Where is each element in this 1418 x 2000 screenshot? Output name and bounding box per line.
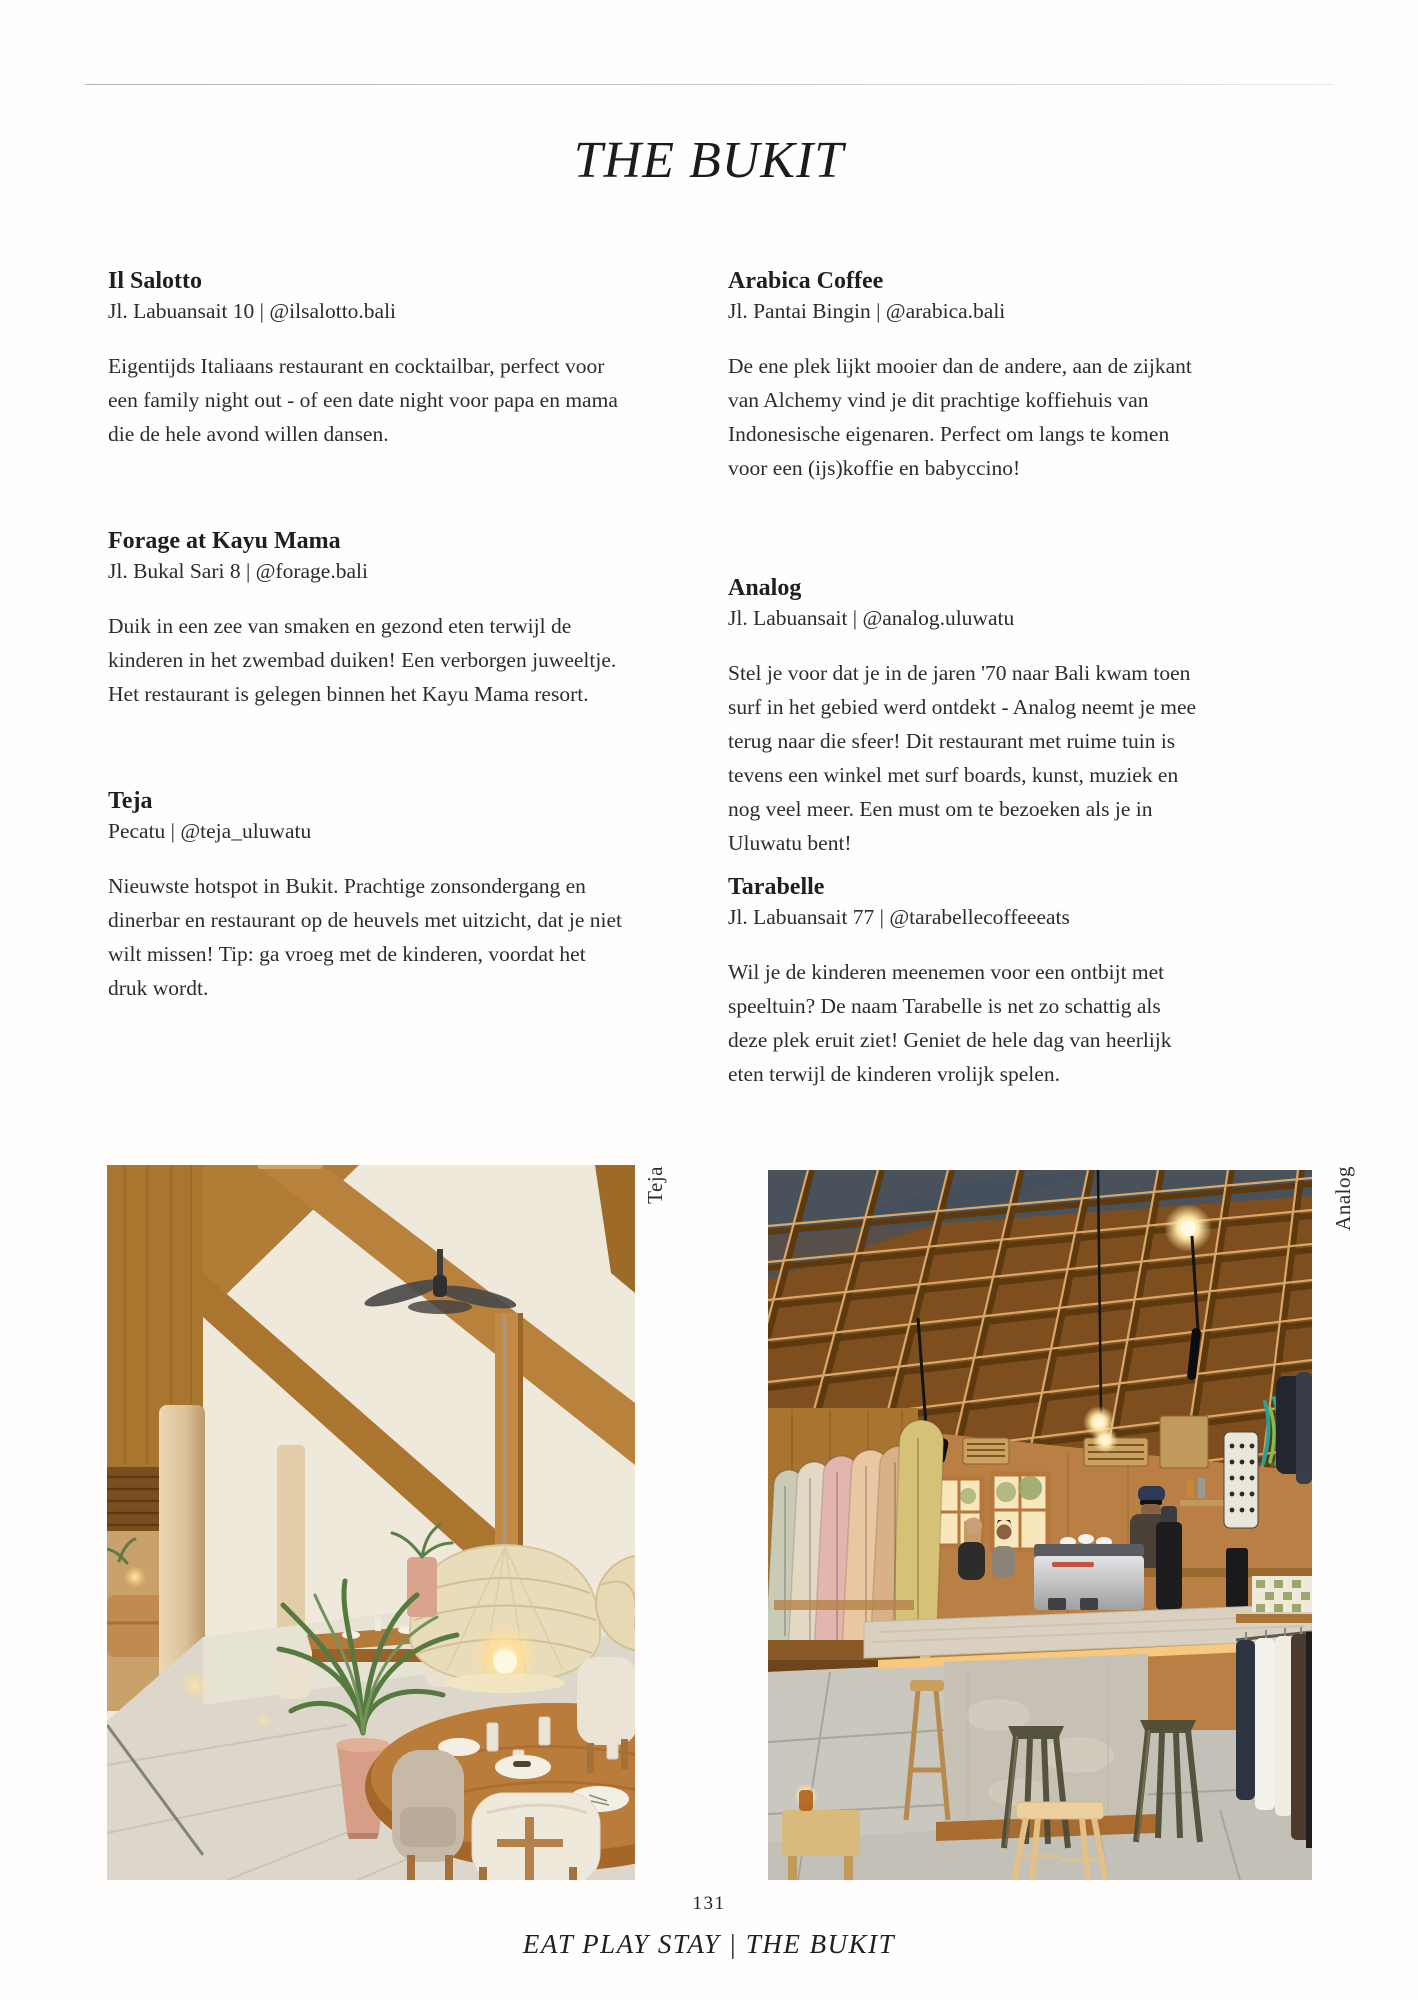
entry-address: Jl. Labuansait 77 | @tarabellecoffeeeats	[728, 905, 1070, 929]
entry-address: Jl. Pantai Bingin | @arabica.bali	[728, 299, 1006, 323]
page-title: THE BUKIT	[573, 131, 845, 189]
entry-forage-at-kayu-mama	[108, 526, 628, 711]
entry-description: Nieuwste hotspot in Bukit. Prachtige zonsondergang en dinerbar en restaurant op de heuvels met uitzicht, dat je niet wilt missen! Tip: ga vroeg met de kinderen, voordat het druk wordt.	[108, 874, 623, 1000]
entry-teja	[108, 786, 628, 1005]
footer-title: EAT PLAY STAY | THE BUKIT	[522, 1929, 896, 1959]
photo-caption-analog: Analog	[1331, 1166, 1355, 1231]
entry-description: Eigentijds Italiaans restaurant en cocktailbar, perfect voor een family night out - of een date night voor papa en mama die de hele avond willen dansen.	[108, 354, 618, 446]
entry-il-salotto	[108, 266, 628, 451]
entry-description: Stel je voor dat je in de jaren '70 naar Bali kwam toen surf in het gebied werd ontdekt - Analog neemt je mee terug naar die sfeer! Dit restaurant met ruime tuin is tevens een winkel met surf boards, kunst, muziek en nog veel meer. Een must om te bezoeken als je in Uluwatu bent!	[728, 661, 1197, 855]
entry-name: Forage at Kayu Mama	[108, 528, 341, 554]
page-number: 131	[692, 1893, 726, 1914]
entry-name: Teja	[108, 788, 153, 814]
rattan-pendant-lamp	[410, 1545, 600, 1693]
entry-address: Jl. Labuansait | @analog.uluwatu	[728, 606, 1015, 630]
photo-caption-teja: Teja	[643, 1166, 667, 1204]
entry-arabica-coffee	[728, 266, 1198, 485]
right-column	[728, 266, 1198, 1091]
photo-teja	[107, 1165, 635, 1880]
entry-name: Tarabelle	[728, 874, 825, 900]
top-divider	[85, 84, 1333, 85]
left-column	[108, 266, 628, 1005]
teja-restaurant-interior-illustration	[107, 1165, 635, 1880]
windows-doorway	[936, 1474, 1048, 1550]
entry-analog	[728, 573, 1198, 860]
entry-address: Jl. Labuansait 10 | @ilsalotto.bali	[108, 299, 397, 323]
entry-description: Wil je de kinderen meenemen voor een ontbijt met speeltuin? De naam Tarabelle is net zo schattig als deze plek eruit ziet! Geniet de hele dag van heerlijk eten terwijl de kinderen vrolijk spelen.	[728, 960, 1172, 1086]
entry-tarabelle	[728, 872, 1198, 1091]
photo-analog	[768, 1170, 1312, 1880]
entry-description: Duik in een zee van smaken en gezond eten terwijl de kinderen in het zwembad duiken! Een verborgen juweeltje. Het restaurant is gelegen binnen het Kayu Mama resort.	[108, 614, 617, 706]
entry-name: Il Salotto	[108, 268, 203, 294]
analog-surf-shop-interior-illustration	[768, 1170, 1312, 1880]
entry-name: Arabica Coffee	[728, 268, 884, 294]
entry-address: Jl. Bukal Sari 8 | @forage.bali	[108, 559, 368, 583]
entry-description: De ene plek lijkt mooier dan de andere, aan de zijkant van Alchemy vind je dit prachtige koffiehuis van Indonesische eigenaren. Perfect om langs te komen voor een (ijs)koffie en babyccino!	[728, 354, 1192, 480]
entry-address: Pecatu | @teja_uluwatu	[108, 819, 312, 843]
entry-name: Analog	[728, 575, 802, 601]
